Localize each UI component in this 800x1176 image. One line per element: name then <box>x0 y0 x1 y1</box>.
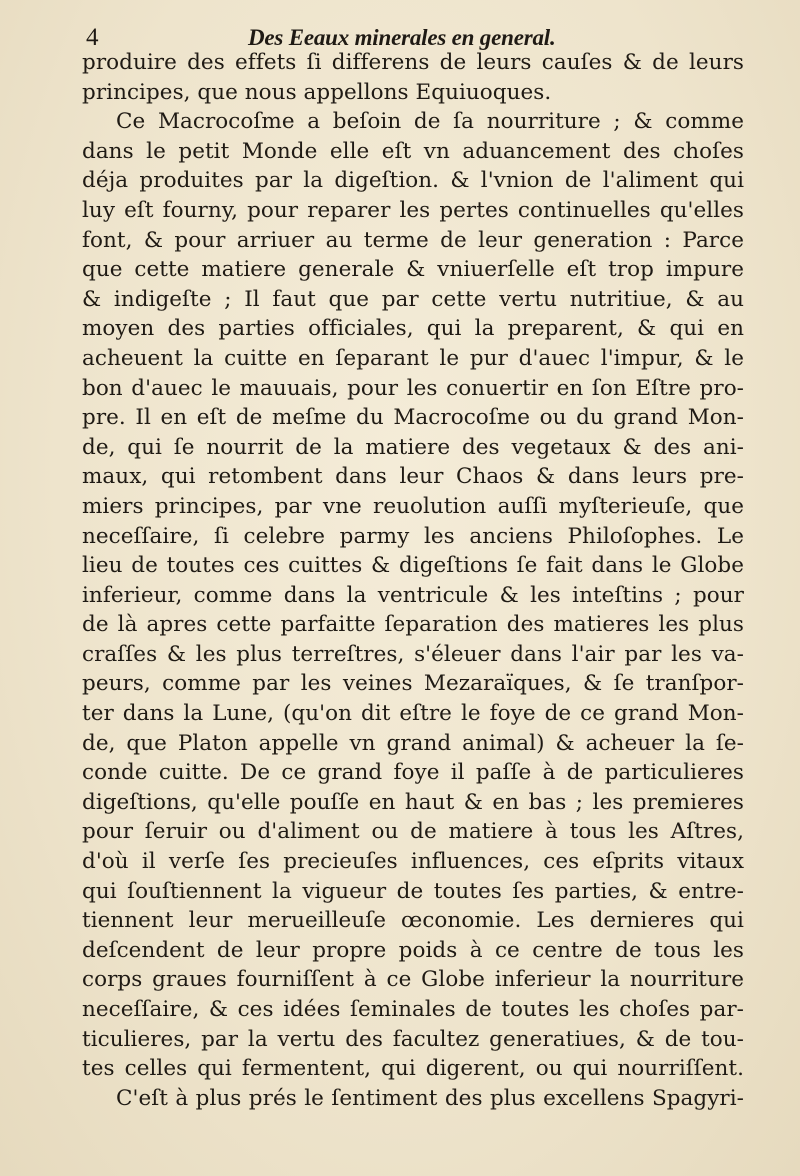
text-line: deſcendent de leur propre poids à ce centre de tous les <box>82 937 744 963</box>
text-line: dans le petit Monde elle eſt vn aduancement des choſes <box>82 138 744 164</box>
text-line: craſſes & les plus terreſtres, s'éleuer dans l'air par les va- <box>82 641 744 667</box>
text-line: C'eſt à plus prés le ſentiment des plus excellens Spagyri- <box>116 1085 744 1111</box>
text-line: moyen des parties officiales, qui la preparent, & qui en <box>82 316 744 342</box>
text-line: peurs, comme par les veines Mezaraïques, & ſe tranſpor- <box>82 671 744 697</box>
text-line: de là apres cette parfaitte ſeparation des matieres les plus <box>82 612 744 638</box>
text-line: tes celles qui fermentent, qui digerent, ou qui nourriſſent. <box>82 1056 744 1082</box>
text-line: digeſtions, qu'elle pouſſe en haut & en bas ; les premieres <box>82 789 744 815</box>
text-line: d'où il verſe ſes precieuſes influences, ces eſprits vitaux <box>82 849 744 875</box>
text-line: qui ſouſtiennent la vigueur de toutes ſes parties, & entre- <box>82 878 744 904</box>
text-line: de, que Platon appelle vn grand animal) & acheuer la ſe- <box>82 730 744 756</box>
text-line: conde cuitte. De ce grand foye il paſſe à de particulieres <box>82 760 744 786</box>
text-line: maux, qui retombent dans leur Chaos & dans leurs pre- <box>82 464 744 490</box>
text-line: principes, que nous appellons Equiuoques. <box>82 79 552 105</box>
text-line: de, qui ſe nourrit de la matiere des vegetaux & des ani- <box>82 434 744 460</box>
text-line: neceſſaire, & ces idées ſeminales de toutes les choſes par- <box>82 997 744 1022</box>
text-line: miers principes, par vne reuolution auſſi myſterieuſe, que <box>82 493 744 519</box>
page-number: 4 <box>86 24 99 51</box>
text-line: pour ſeruir ou d'aliment ou de matiere à tous les Aſtres, <box>82 819 744 845</box>
text-line: déja produites par la digeſtion. & l'vnion de l'aliment qui <box>82 168 744 194</box>
text-line: Ce Macrocoſme a beſoin de ſa nourriture ; & comme <box>116 109 744 135</box>
text-line: luy eſt fourny, pour reparer les pertes continuelles qu'elles <box>82 197 744 223</box>
text-line: acheuent la cuitte en ſeparant le pur d'auec l'impur, & le <box>82 345 744 371</box>
text-line: corps graues fourniſſent à ce Globe inferieur la nourriture <box>82 967 744 993</box>
running-head: Des Eeaux minerales en general. <box>248 25 556 50</box>
text-line: inferieur, comme dans la ventricule & les inteſtins ; pour <box>82 582 744 608</box>
text-line: tiennent leur merueilleuſe œconomie. Les dernieres qui <box>82 908 744 934</box>
text-line: bon d'auec le mauuais, pour les conuertir en ſon Eſtre pro- <box>82 375 744 401</box>
text-line: lieu de toutes ces cuittes & digeſtions ſe fait dans le Globe <box>82 553 744 579</box>
text-line: neceſſaire, ſi celebre parmy les anciens Philoſophes. Le <box>82 523 744 549</box>
body-text <box>82 48 744 1113</box>
text-line: pre. Il en eſt de meſme du Macrocoſme ou du grand Mon- <box>82 405 744 431</box>
text-line: & indigeſte ; Il faut que par cette vertu nutritiue, & au <box>82 286 744 312</box>
text-line: produire des effets ſi differens de leurs cauſes & de leurs <box>82 50 744 75</box>
text-line: ter dans la Lune, (qu'on dit eſtre le foye de ce grand Mon- <box>82 701 744 727</box>
text-line: ticulieres, par la vertu des facultez generatiues, & de tou- <box>82 1026 744 1052</box>
text-line: que cette matiere generale & vniuerſelle eſt trop impure <box>82 257 744 283</box>
text-line: font, & pour arriuer au terme de leur generation : Parce <box>82 227 744 253</box>
page-header <box>80 18 720 50</box>
